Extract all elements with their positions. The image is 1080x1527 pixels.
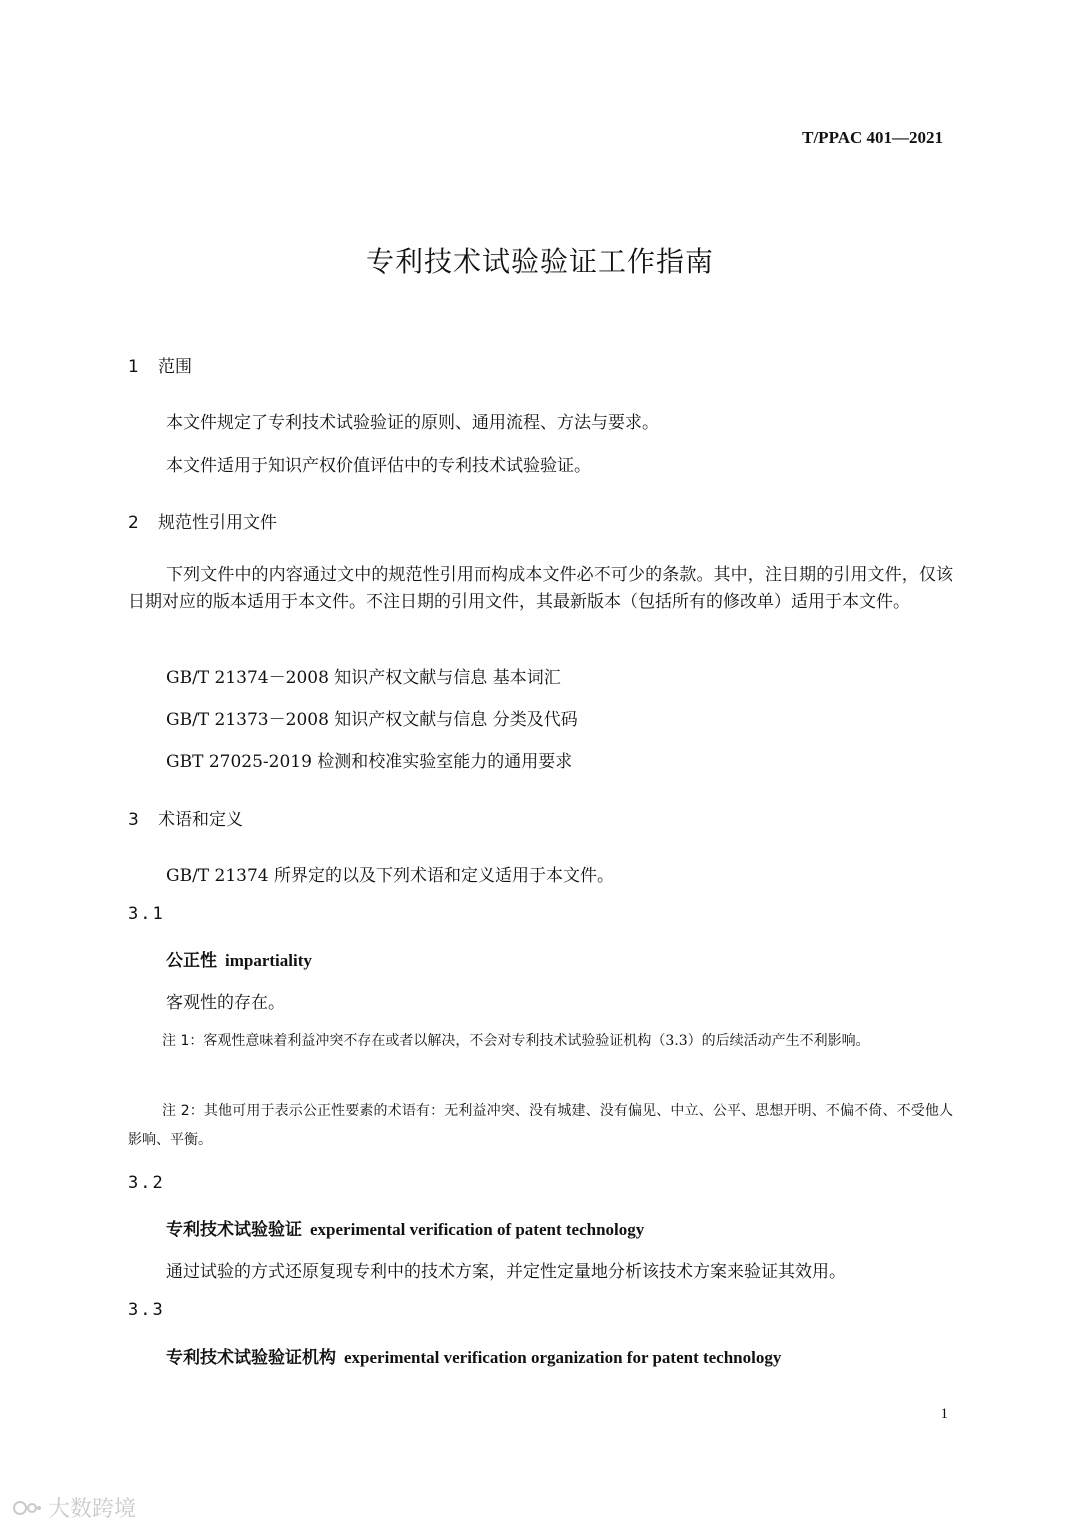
term-zh: 专利技术试验验证 <box>166 1220 302 1240</box>
section-3-intro: GB/T 21374 所界定的以及下列术语和定义适用于本文件。 <box>166 866 615 886</box>
note-label: 注 1： <box>162 1033 204 1049</box>
section-title: 规范性引用文件 <box>158 513 277 533</box>
section-2-heading <box>128 508 277 533</box>
term-en: experimental verification of patent technology <box>310 1220 645 1239</box>
watermark-logo-icon <box>12 1498 42 1518</box>
section-number: 1 <box>128 357 139 377</box>
note-1 <box>128 1027 953 1056</box>
term-zh: 公正性 <box>166 951 217 971</box>
document-title: 专利技术试验验证工作指南 <box>365 245 714 278</box>
section-1-paragraph-2: 本文件适用于知识产权价值评估中的专利技术试验验证。 <box>166 456 591 476</box>
section-2-intro: 下列文件中的内容通过文中的规范性引用而构成本文件必不可少的条款。其中，注日期的引用文件，仅该日期对应的版本适用于本文件。不注日期的引用文件，其最新版本（包括所有的修改单）适用于本文件。 <box>128 565 953 612</box>
term-en: experimental verification organization for patent technology <box>344 1348 782 1367</box>
term-definition: 客观性的存在。 <box>166 993 285 1013</box>
term-heading <box>166 1215 644 1240</box>
section-3-heading <box>128 805 243 830</box>
section-1-heading <box>128 352 192 377</box>
note-2 <box>128 1097 953 1155</box>
reference-1: GB/T 21374－2008 知识产权文献与信息 基本词汇 <box>166 668 561 688</box>
section-number: 3 <box>128 810 139 830</box>
term-definition: 通过试验的方式还原复现专利中的技术方案，并定性定量地分析该技术方案来验证其效用。 <box>166 1262 846 1282</box>
reference-2: GB/T 21373－2008 知识产权文献与信息 分类及代码 <box>166 710 578 730</box>
term-heading <box>166 946 312 971</box>
watermark <box>12 1492 136 1523</box>
term-zh: 专利技术试验验证机构 <box>166 1348 336 1368</box>
reference-3: GBT 27025-2019 检测和校准实验室能力的通用要求 <box>166 752 573 772</box>
section-title: 术语和定义 <box>158 810 243 830</box>
term-number: 3.2 <box>128 1173 165 1193</box>
note-label: 注 2： <box>162 1103 204 1119</box>
section-1-paragraph-1: 本文件规定了专利技术试验验证的原则、通用流程、方法与要求。 <box>166 413 659 433</box>
term-en: impartiality <box>225 951 312 970</box>
watermark-text: 大数跨境 <box>48 1497 137 1522</box>
note-text: 其他可用于表示公正性要素的术语有：无利益冲突、没有城建、没有偏见、中立、公平、思想开明、不偏不倚、不受他人影响、平衡。 <box>128 1103 953 1148</box>
note-text: 客观性意味着利益冲突不存在或者以解决，不会对专利技术试验验证机构（3.3）的后续活动产生不利影响。 <box>203 1033 870 1049</box>
standard-number: T/PPAC 401—2021 <box>802 128 943 147</box>
term-number: 3.1 <box>128 904 165 924</box>
term-heading <box>166 1343 781 1368</box>
term-number: 3.3 <box>128 1300 165 1320</box>
section-title: 范围 <box>158 357 192 377</box>
page-number: 1 <box>940 1406 948 1422</box>
section-number: 2 <box>128 513 139 533</box>
